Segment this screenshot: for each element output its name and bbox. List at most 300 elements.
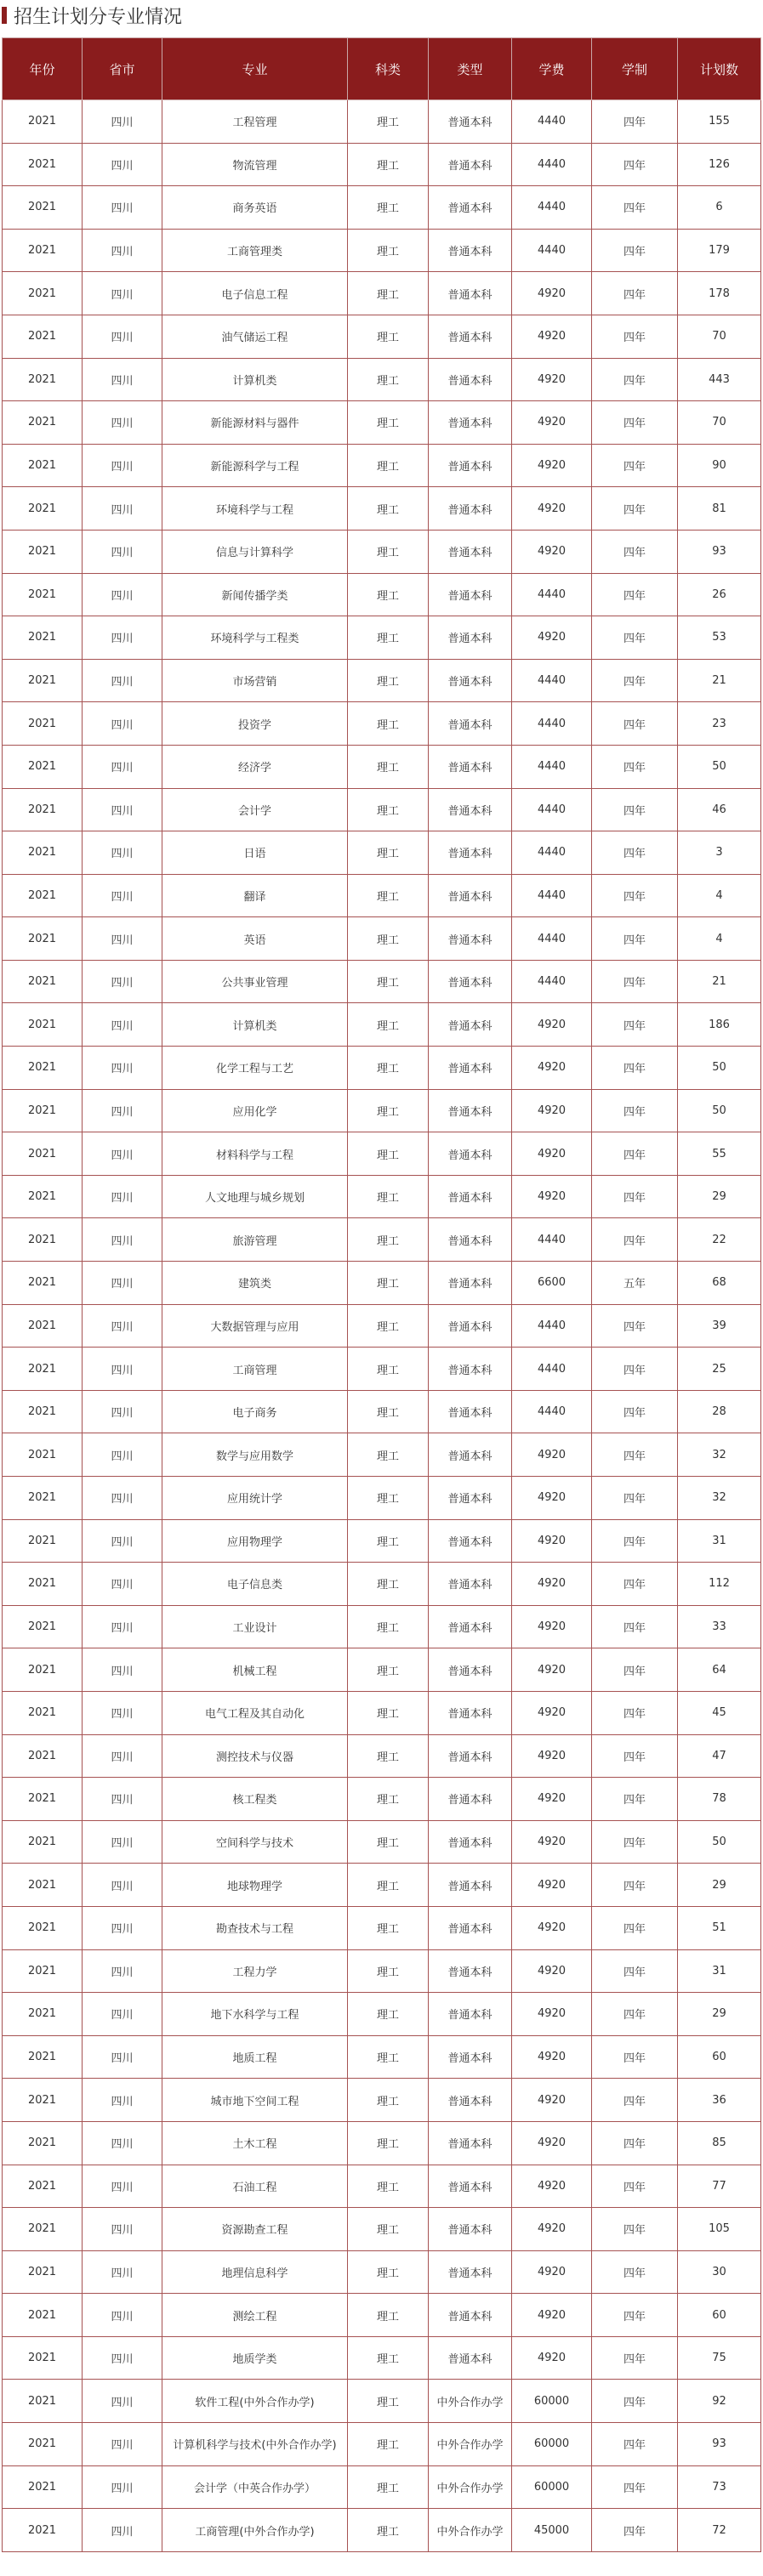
cell-plan-count: 30: [678, 2250, 761, 2294]
cell-major: 土木工程: [162, 2121, 348, 2165]
cell-category: 理工: [348, 745, 429, 788]
header-tuition: 学费: [512, 38, 592, 100]
cell-tuition: 4440: [512, 186, 592, 230]
cell-year: 2021: [3, 2165, 83, 2208]
cell-duration: 四年: [592, 616, 678, 660]
cell-duration: 四年: [592, 2423, 678, 2466]
table-row: [3, 143, 761, 186]
cell-category: 理工: [348, 1047, 429, 1090]
cell-duration: 四年: [592, 831, 678, 875]
cell-major: 勘查技术与工程: [162, 1906, 348, 1949]
cell-duration: 四年: [592, 573, 678, 616]
cell-type: 普通本科: [429, 315, 512, 358]
cell-duration: 四年: [592, 874, 678, 917]
cell-category: 理工: [348, 1993, 429, 2036]
cell-major: 电子商务: [162, 1390, 348, 1433]
cell-duration: 四年: [592, 1864, 678, 1907]
table-row: [3, 1390, 761, 1433]
table-row: [3, 960, 761, 1003]
cell-province: 四川: [83, 1348, 162, 1391]
cell-major: 建筑类: [162, 1262, 348, 1305]
cell-province: 四川: [83, 1906, 162, 1949]
table-row: [3, 401, 761, 445]
cell-major: 应用统计学: [162, 1477, 348, 1520]
page-title: 招生计划分专业情况: [14, 6, 183, 28]
table-row: [3, 745, 761, 788]
cell-plan-count: 50: [678, 1089, 761, 1132]
cell-type: 普通本科: [429, 788, 512, 831]
cell-tuition: 4440: [512, 831, 592, 875]
cell-major: 测控技术与仪器: [162, 1734, 348, 1778]
cell-major: 油气储运工程: [162, 315, 348, 358]
cell-province: 四川: [83, 1390, 162, 1433]
cell-province: 四川: [83, 2165, 162, 2208]
cell-year: 2021: [3, 573, 83, 616]
cell-plan-count: 68: [678, 1262, 761, 1305]
table-row: [3, 1175, 761, 1218]
table-row: [3, 1047, 761, 1090]
table-row: [3, 229, 761, 272]
cell-year: 2021: [3, 444, 83, 487]
table-row: [3, 1993, 761, 2036]
cell-year: 2021: [3, 2336, 83, 2380]
cell-year: 2021: [3, 143, 83, 186]
cell-tuition: 4920: [512, 1477, 592, 1520]
cell-major: 电子信息工程: [162, 272, 348, 315]
cell-major: 地球物理学: [162, 1864, 348, 1907]
cell-year: 2021: [3, 1864, 83, 1907]
cell-major: 新能源科学与工程: [162, 444, 348, 487]
cell-year: 2021: [3, 1003, 83, 1047]
cell-category: 理工: [348, 1949, 429, 1993]
cell-duration: 四年: [592, 1563, 678, 1606]
cell-major: 机械工程: [162, 1648, 348, 1692]
section-header: [0, 0, 763, 31]
cell-province: 四川: [83, 1433, 162, 1477]
cell-type: 普通本科: [429, 1906, 512, 1949]
cell-category: 理工: [348, 960, 429, 1003]
cell-category: 理工: [348, 1218, 429, 1262]
cell-major: 会计学: [162, 788, 348, 831]
cell-category: 理工: [348, 2208, 429, 2251]
cell-duration: 四年: [592, 2208, 678, 2251]
cell-year: 2021: [3, 401, 83, 445]
cell-province: 四川: [83, 2250, 162, 2294]
table-body: [3, 100, 761, 2552]
cell-major: 资源勘查工程: [162, 2208, 348, 2251]
cell-major: 城市地下空间工程: [162, 2079, 348, 2122]
cell-tuition: 4920: [512, 616, 592, 660]
cell-plan-count: 46: [678, 788, 761, 831]
cell-tuition: 4920: [512, 315, 592, 358]
table-row: [3, 1563, 761, 1606]
cell-tuition: 4440: [512, 917, 592, 961]
cell-type: 普通本科: [429, 1820, 512, 1864]
table-row: [3, 1820, 761, 1864]
cell-year: 2021: [3, 186, 83, 230]
cell-province: 四川: [83, 2423, 162, 2466]
cell-type: 中外合作办学: [429, 2423, 512, 2466]
cell-type: 普通本科: [429, 1605, 512, 1648]
cell-type: 普通本科: [429, 530, 512, 573]
cell-province: 四川: [83, 1477, 162, 1520]
cell-plan-count: 22: [678, 1218, 761, 1262]
cell-province: 四川: [83, 1864, 162, 1907]
cell-province: 四川: [83, 401, 162, 445]
table-row: [3, 1648, 761, 1692]
cell-type: 普通本科: [429, 1089, 512, 1132]
cell-plan-count: 50: [678, 1820, 761, 1864]
cell-type: 普通本科: [429, 1519, 512, 1563]
cell-tuition: 4920: [512, 2250, 592, 2294]
cell-province: 四川: [83, 659, 162, 702]
cell-type: 普通本科: [429, 573, 512, 616]
cell-tuition: 4920: [512, 1648, 592, 1692]
cell-duration: 四年: [592, 960, 678, 1003]
cell-duration: 四年: [592, 1691, 678, 1734]
cell-type: 普通本科: [429, 2079, 512, 2122]
cell-plan-count: 29: [678, 1175, 761, 1218]
table-row: [3, 2208, 761, 2251]
cell-duration: 四年: [592, 1949, 678, 1993]
cell-type: 中外合作办学: [429, 2465, 512, 2509]
cell-year: 2021: [3, 1734, 83, 1778]
header-type: 类型: [429, 38, 512, 100]
cell-category: 理工: [348, 2380, 429, 2423]
cell-tuition: 4920: [512, 1906, 592, 1949]
cell-category: 理工: [348, 1519, 429, 1563]
cell-duration: 四年: [592, 2465, 678, 2509]
cell-duration: 四年: [592, 745, 678, 788]
cell-tuition: 4440: [512, 874, 592, 917]
cell-category: 理工: [348, 1175, 429, 1218]
cell-province: 四川: [83, 1304, 162, 1348]
cell-plan-count: 31: [678, 1949, 761, 1993]
cell-tuition: 60000: [512, 2465, 592, 2509]
cell-province: 四川: [83, 788, 162, 831]
cell-plan-count: 75: [678, 2336, 761, 2380]
cell-province: 四川: [83, 1993, 162, 2036]
cell-tuition: 4920: [512, 1433, 592, 1477]
cell-type: 普通本科: [429, 1218, 512, 1262]
cell-duration: 四年: [592, 1348, 678, 1391]
cell-type: 普通本科: [429, 143, 512, 186]
cell-plan-count: 33: [678, 1605, 761, 1648]
cell-province: 四川: [83, 315, 162, 358]
cell-duration: 四年: [592, 229, 678, 272]
cell-plan-count: 53: [678, 616, 761, 660]
cell-province: 四川: [83, 272, 162, 315]
cell-major: 公共事业管理: [162, 960, 348, 1003]
cell-tuition: 4920: [512, 1820, 592, 1864]
cell-type: 普通本科: [429, 2165, 512, 2208]
cell-duration: 四年: [592, 1433, 678, 1477]
cell-duration: 四年: [592, 1003, 678, 1047]
cell-duration: 四年: [592, 1734, 678, 1778]
cell-year: 2021: [3, 1047, 83, 1090]
cell-plan-count: 81: [678, 487, 761, 531]
cell-year: 2021: [3, 1993, 83, 2036]
cell-year: 2021: [3, 487, 83, 531]
cell-category: 理工: [348, 1477, 429, 1520]
cell-type: 普通本科: [429, 1734, 512, 1778]
cell-year: 2021: [3, 831, 83, 875]
table-row: [3, 1864, 761, 1907]
cell-plan-count: 23: [678, 702, 761, 746]
cell-year: 2021: [3, 2465, 83, 2509]
cell-major: 环境科学与工程: [162, 487, 348, 531]
cell-tuition: 4920: [512, 1047, 592, 1090]
cell-duration: 四年: [592, 2336, 678, 2380]
cell-year: 2021: [3, 2423, 83, 2466]
cell-year: 2021: [3, 1820, 83, 1864]
cell-province: 四川: [83, 1047, 162, 1090]
cell-duration: 四年: [592, 1175, 678, 1218]
cell-province: 四川: [83, 1691, 162, 1734]
cell-type: 普通本科: [429, 2121, 512, 2165]
cell-plan-count: 21: [678, 960, 761, 1003]
table-row: [3, 100, 761, 144]
table-row: [3, 358, 761, 401]
cell-year: 2021: [3, 1477, 83, 1520]
cell-province: 四川: [83, 2079, 162, 2122]
cell-major: 计算机科学与技术(中外合作办学): [162, 2423, 348, 2466]
cell-duration: 四年: [592, 1648, 678, 1692]
cell-tuition: 45000: [512, 2509, 592, 2552]
header-category: 科类: [348, 38, 429, 100]
cell-plan-count: 179: [678, 229, 761, 272]
cell-year: 2021: [3, 960, 83, 1003]
cell-year: 2021: [3, 1519, 83, 1563]
cell-type: 普通本科: [429, 2035, 512, 2079]
table-row: [3, 1734, 761, 1778]
cell-plan-count: 55: [678, 1132, 761, 1176]
cell-category: 理工: [348, 2035, 429, 2079]
table-row: [3, 2465, 761, 2509]
cell-province: 四川: [83, 1519, 162, 1563]
cell-category: 理工: [348, 1089, 429, 1132]
cell-duration: 四年: [592, 1477, 678, 1520]
cell-duration: 四年: [592, 143, 678, 186]
cell-type: 普通本科: [429, 1949, 512, 1993]
cell-province: 四川: [83, 358, 162, 401]
cell-tuition: 4440: [512, 143, 592, 186]
cell-tuition: 4920: [512, 1519, 592, 1563]
cell-category: 理工: [348, 788, 429, 831]
cell-major: 核工程类: [162, 1778, 348, 1821]
cell-type: 普通本科: [429, 616, 512, 660]
cell-year: 2021: [3, 1132, 83, 1176]
cell-type: 普通本科: [429, 1132, 512, 1176]
table-row: [3, 2380, 761, 2423]
cell-duration: 四年: [592, 272, 678, 315]
cell-tuition: 4920: [512, 487, 592, 531]
cell-major: 日语: [162, 831, 348, 875]
cell-major: 工商管理(中外合作办学): [162, 2509, 348, 2552]
cell-major: 信息与计算科学: [162, 530, 348, 573]
header-plan-count: 计划数: [678, 38, 761, 100]
cell-tuition: 4920: [512, 358, 592, 401]
cell-category: 理工: [348, 315, 429, 358]
cell-category: 理工: [348, 917, 429, 961]
cell-plan-count: 126: [678, 143, 761, 186]
cell-type: 普通本科: [429, 2294, 512, 2337]
cell-year: 2021: [3, 1218, 83, 1262]
cell-type: 普通本科: [429, 1175, 512, 1218]
cell-type: 中外合作办学: [429, 2380, 512, 2423]
cell-major: 翻译: [162, 874, 348, 917]
cell-type: 普通本科: [429, 186, 512, 230]
cell-year: 2021: [3, 616, 83, 660]
cell-tuition: 4920: [512, 2336, 592, 2380]
cell-tuition: 4920: [512, 444, 592, 487]
table-row: [3, 1477, 761, 1520]
cell-plan-count: 93: [678, 2423, 761, 2466]
cell-category: 理工: [348, 2121, 429, 2165]
cell-tuition: 4440: [512, 1390, 592, 1433]
cell-major: 地质学类: [162, 2336, 348, 2380]
cell-major: 地下水科学与工程: [162, 1993, 348, 2036]
cell-plan-count: 90: [678, 444, 761, 487]
cell-plan-count: 4: [678, 917, 761, 961]
cell-tuition: 4920: [512, 1864, 592, 1907]
cell-province: 四川: [83, 2336, 162, 2380]
table-header-row: [3, 38, 761, 100]
cell-province: 四川: [83, 2121, 162, 2165]
table-row: [3, 1304, 761, 1348]
cell-duration: 四年: [592, 1132, 678, 1176]
cell-plan-count: 3: [678, 831, 761, 875]
table-row: [3, 1433, 761, 1477]
cell-province: 四川: [83, 100, 162, 144]
cell-category: 理工: [348, 1348, 429, 1391]
cell-tuition: 4440: [512, 960, 592, 1003]
cell-major: 工商管理: [162, 1348, 348, 1391]
cell-tuition: 4920: [512, 2121, 592, 2165]
cell-year: 2021: [3, 1778, 83, 1821]
header-province: 省市: [83, 38, 162, 100]
cell-duration: 四年: [592, 702, 678, 746]
table-row: [3, 616, 761, 660]
cell-year: 2021: [3, 2294, 83, 2337]
cell-year: 2021: [3, 100, 83, 144]
cell-major: 石油工程: [162, 2165, 348, 2208]
cell-plan-count: 29: [678, 1993, 761, 2036]
cell-province: 四川: [83, 1089, 162, 1132]
cell-plan-count: 6: [678, 186, 761, 230]
cell-major: 环境科学与工程类: [162, 616, 348, 660]
cell-category: 理工: [348, 143, 429, 186]
cell-duration: 四年: [592, 1605, 678, 1648]
cell-province: 四川: [83, 874, 162, 917]
title-marker: [2, 7, 7, 24]
table-row: [3, 1132, 761, 1176]
table-row: [3, 1906, 761, 1949]
table-row: [3, 2079, 761, 2122]
cell-major: 软件工程(中外合作办学): [162, 2380, 348, 2423]
cell-type: 普通本科: [429, 745, 512, 788]
cell-plan-count: 78: [678, 1778, 761, 1821]
cell-category: 理工: [348, 2423, 429, 2466]
cell-plan-count: 29: [678, 1864, 761, 1907]
cell-category: 理工: [348, 487, 429, 531]
cell-category: 理工: [348, 100, 429, 144]
cell-category: 理工: [348, 616, 429, 660]
header-major: 专业: [162, 38, 348, 100]
cell-tuition: 4440: [512, 1218, 592, 1262]
cell-duration: 四年: [592, 1218, 678, 1262]
cell-duration: 四年: [592, 1906, 678, 1949]
cell-province: 四川: [83, 1175, 162, 1218]
cell-duration: 四年: [592, 358, 678, 401]
cell-major: 旅游管理: [162, 1218, 348, 1262]
cell-category: 理工: [348, 1778, 429, 1821]
cell-plan-count: 70: [678, 401, 761, 445]
cell-province: 四川: [83, 143, 162, 186]
cell-category: 理工: [348, 1262, 429, 1305]
cell-plan-count: 73: [678, 2465, 761, 2509]
cell-type: 普通本科: [429, 2250, 512, 2294]
cell-category: 理工: [348, 530, 429, 573]
cell-type: 普通本科: [429, 487, 512, 531]
cell-province: 四川: [83, 229, 162, 272]
cell-year: 2021: [3, 2509, 83, 2552]
cell-major: 工业设计: [162, 1605, 348, 1648]
cell-province: 四川: [83, 1218, 162, 1262]
cell-major: 物流管理: [162, 143, 348, 186]
cell-tuition: 4440: [512, 1348, 592, 1391]
cell-type: 普通本科: [429, 1390, 512, 1433]
cell-tuition: 6600: [512, 1262, 592, 1305]
cell-duration: 四年: [592, 788, 678, 831]
cell-year: 2021: [3, 1348, 83, 1391]
cell-plan-count: 70: [678, 315, 761, 358]
cell-year: 2021: [3, 1262, 83, 1305]
cell-major: 电子信息类: [162, 1563, 348, 1606]
cell-province: 四川: [83, 1648, 162, 1692]
cell-year: 2021: [3, 1648, 83, 1692]
cell-year: 2021: [3, 1175, 83, 1218]
cell-major: 工程力学: [162, 1949, 348, 1993]
cell-category: 理工: [348, 702, 429, 746]
cell-category: 理工: [348, 1390, 429, 1433]
cell-duration: 四年: [592, 100, 678, 144]
cell-category: 理工: [348, 1003, 429, 1047]
cell-type: 普通本科: [429, 831, 512, 875]
table-row: [3, 831, 761, 875]
cell-major: 电气工程及其自动化: [162, 1691, 348, 1734]
cell-province: 四川: [83, 1949, 162, 1993]
cell-year: 2021: [3, 229, 83, 272]
cell-type: 普通本科: [429, 1304, 512, 1348]
cell-category: 理工: [348, 1734, 429, 1778]
cell-province: 四川: [83, 1563, 162, 1606]
table-row: [3, 315, 761, 358]
cell-type: 普通本科: [429, 1477, 512, 1520]
cell-province: 四川: [83, 745, 162, 788]
cell-year: 2021: [3, 1563, 83, 1606]
cell-tuition: 4920: [512, 1175, 592, 1218]
table-row: [3, 788, 761, 831]
cell-plan-count: 77: [678, 2165, 761, 2208]
cell-province: 四川: [83, 1734, 162, 1778]
table-row: [3, 917, 761, 961]
cell-category: 理工: [348, 2294, 429, 2337]
table-row: [3, 2121, 761, 2165]
cell-year: 2021: [3, 1605, 83, 1648]
cell-year: 2021: [3, 659, 83, 702]
table-row: [3, 186, 761, 230]
